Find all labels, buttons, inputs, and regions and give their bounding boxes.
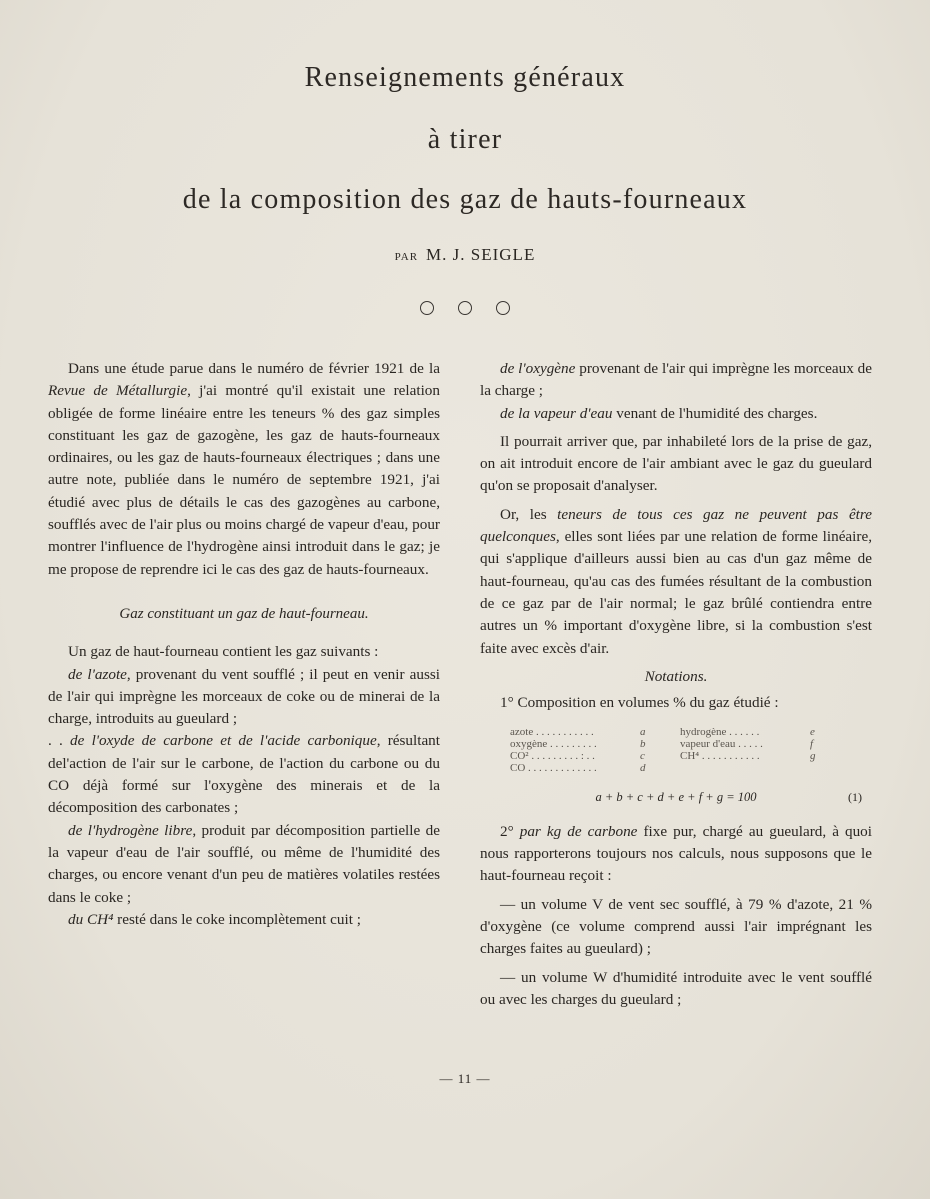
term-azote: de l'azote bbox=[68, 665, 127, 683]
equation bbox=[480, 786, 872, 808]
byline bbox=[0, 245, 930, 265]
equation-number: (1) bbox=[848, 790, 862, 805]
table-label: vapeur d'eau . . . . . bbox=[680, 738, 763, 751]
term-hydrogene: de l'hydrogène libre bbox=[68, 821, 193, 839]
notations-heading: Notations. bbox=[644, 667, 708, 685]
title-line-2: à tirer bbox=[427, 124, 503, 155]
table-label: azote . . . . . . . . . . . bbox=[510, 726, 594, 739]
equation-text: a + b + c + d + e + f + g = 100 bbox=[595, 790, 757, 805]
paragraph-gaz-list: Un gaz de haut-fourneau contient les gaz suivants : bbox=[68, 643, 379, 661]
table-label: CH⁴ . . . . . . . . . . . bbox=[680, 750, 760, 763]
composition-table bbox=[510, 726, 872, 774]
journal-title: Revue de Métallurgie bbox=[48, 382, 188, 400]
text-azote: , provenant du vent soufflé ; il peut en venir aussi de l'air qui imprègne les morceaux de coke ou de minerai de la charge, introduits au gueulard ; bbox=[48, 665, 440, 728]
author-name: M. J. SEIGLE bbox=[426, 245, 536, 264]
table-var: a bbox=[640, 726, 646, 739]
byline-par: PAR bbox=[394, 251, 419, 263]
table-var: f bbox=[810, 738, 814, 751]
paragraph-air-ambiant: Il pourrait arriver que, par inhabileté lors de la prise de gaz, on ait introduit encore de l'air ambiant avec le gaz du gueulard qu'on se proposait d'analyser. bbox=[480, 432, 872, 495]
text-dots: . . bbox=[48, 732, 71, 750]
circle-ornament-icon bbox=[496, 301, 510, 315]
table-label: oxygène . . . . . . . . . bbox=[510, 738, 597, 751]
table-label: CO . . . . . . . . . . . . . bbox=[510, 762, 597, 775]
text-hydrogene: , produit par décomposition partielle de la vapeur d'eau de l'air soufflé, ou même de l'humidité des charges, ou encore venant d'un peu de matières volatiles restées dans le coke ; bbox=[48, 821, 440, 906]
paragraph-ch4 bbox=[48, 909, 440, 931]
paragraph-relation bbox=[480, 504, 872, 660]
paragraph-volume-v: — un volume V de vent sec soufflé, à 79 % d'azote, 21 % d'oxygène (ce volume comprend aussi l'air imprégnant les charges faites au gueulard) ; bbox=[480, 895, 872, 958]
text-or: Or, les bbox=[500, 505, 558, 523]
term-vapeur: de la vapeur d'eau bbox=[500, 404, 613, 422]
circle-ornament-icon bbox=[458, 301, 472, 315]
paragraph-oxyde-carbone bbox=[48, 730, 440, 819]
text-ch4: resté dans le coke incomplètement cuit ; bbox=[113, 910, 361, 928]
title-line-3: de la composition des gaz de hauts-fourneaux bbox=[182, 184, 748, 215]
text-par-kg: fixe pur, chargé au gueulard, à quoi nous rapporterons toujours nos calculs, nous supposons que le haut-fourneau reçoit : bbox=[480, 822, 872, 885]
paragraph-par-kg bbox=[480, 821, 872, 888]
paragraph-azote bbox=[48, 664, 440, 731]
text-oxygene: provenant de l'air qui imprègne les morceaux de la charge ; bbox=[480, 360, 872, 400]
paragraph-oxygene bbox=[480, 358, 872, 403]
left-column bbox=[48, 358, 440, 931]
table-label: CO² . . . . . . . . . : . . bbox=[510, 750, 595, 763]
table-label bbox=[680, 762, 810, 774]
table-var bbox=[810, 762, 830, 774]
term-ch4: du CH⁴ bbox=[68, 910, 114, 928]
paragraph-hydrogene bbox=[48, 820, 440, 909]
term-oxygene: de l'oxygène bbox=[500, 360, 576, 377]
title-line-1: Renseignements généraux bbox=[304, 62, 626, 93]
intro-paragraph bbox=[48, 358, 440, 581]
table-var: e bbox=[810, 726, 815, 739]
text-2: 2° bbox=[500, 822, 520, 840]
section-subheading: Gaz constituant un gaz de haut-fourneau. bbox=[119, 605, 369, 622]
intro-text-c: , j'ai montré qu'il existait une relation obligée de forme linéaire entre les teneurs % des gaz simples constituant les gaz de gazogène, les gaz de hauts-fourneaux ordinaires, ou les gaz de hauts-fourneaux électriques ; dans une autre note, publiée dans le numéro de septembre 1921, j'ai étudié avec plus de détails le cas des gazogènes au carbone, soufflés avec de l'air plus ou moins chargé de vapeur d'eau, pour montrer l'influence de l'hydrogène ainsi introduit dans le gaz; je me propose de reprendre ici le cas des gaz de hauts-fourneaux. bbox=[48, 382, 440, 578]
text-oxyde-carbone: , résultant del'action de l'air sur le carbone, de l'action du carbone ou du CO déjà formé sur l'oxygène des minerais et de la décomposition des carbonates ; bbox=[48, 732, 440, 817]
page-number: — 11 — bbox=[439, 1071, 491, 1086]
term-teneurs: teneurs de tous ces gaz ne peuvent pas être quelconques bbox=[480, 505, 872, 546]
table-var: d bbox=[640, 762, 646, 775]
paragraph-composition: 1° Composition en volumes % du gaz étudié : bbox=[500, 694, 779, 712]
text-vapeur: venant de l'humidité des charges. bbox=[612, 404, 818, 422]
term-par-kg: par kg de carbone bbox=[519, 822, 638, 840]
right-column bbox=[480, 358, 872, 1011]
term-oxyde-carbone: de l'oxyde de carbone et de l'acide carbonique bbox=[70, 732, 377, 750]
table-var: b bbox=[640, 738, 646, 751]
table-var: g bbox=[810, 750, 816, 763]
text-relation: , elles sont liées par une relation de forme linéaire, qui s'applique d'ailleurs aussi bien au cas d'un gaz même de haut-fourneau, qu'au cas des fumées résultant de la combustion de ce gaz par de l'air normal; le gaz brûlé contiendra entre autres un % important d'oxygène libre, si la combustion s'est faite avec excès d'air. bbox=[480, 528, 872, 657]
intro-text-a: Dans une étude parue dans le numéro de février 1921 de la bbox=[68, 360, 440, 377]
table-var: c bbox=[640, 750, 645, 763]
ornament-circles bbox=[420, 301, 510, 319]
table-label: hydrogène . . . . . . bbox=[680, 726, 760, 739]
paragraph-vapeur bbox=[480, 403, 872, 425]
paragraph-volume-w: — un volume W d'humidité introduite avec le vent soufflé ou avec les charges du gueulard ; bbox=[480, 968, 872, 1008]
circle-ornament-icon bbox=[420, 301, 434, 315]
